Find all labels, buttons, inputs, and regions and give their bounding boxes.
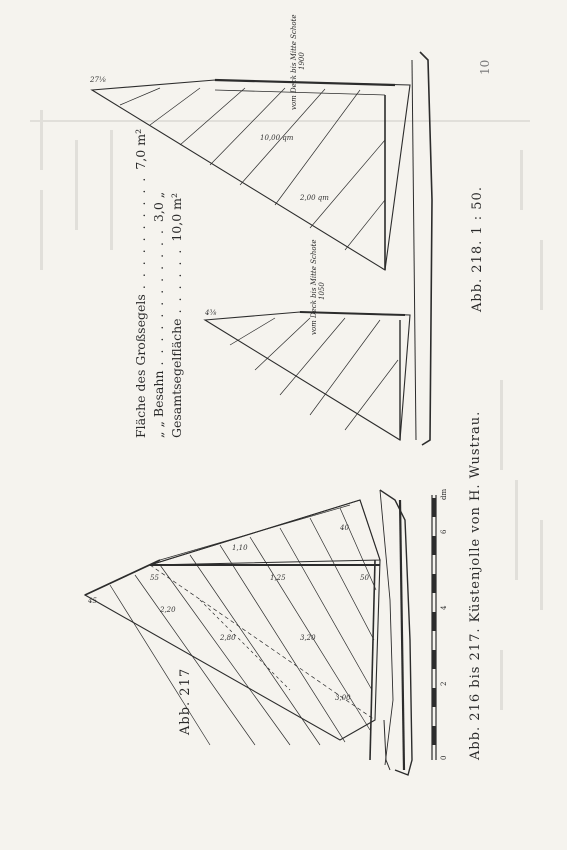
svg-text:3,00: 3,00	[335, 694, 351, 702]
scale-label: 2	[440, 681, 448, 686]
sail-area-value: 3,0 „	[151, 191, 166, 223]
sail-area-row-1: Fläche des Großsegels . . . . . . . . . . 7,0 m²	[133, 128, 148, 438]
sail-area-row-2: „ „ Besahn . . . . . . . . . . . . 3,0 „	[151, 191, 166, 438]
figure-label-217: Abb. 217	[178, 667, 193, 735]
svg-text:40: 40	[340, 524, 349, 532]
drawing-note: 1050	[318, 282, 326, 300]
figure-caption-216-217: Abb. 216 bis 217. Küstenjolle von H. Wustrau.	[468, 410, 483, 760]
scale-label: 6	[440, 529, 448, 534]
svg-text:50: 50	[360, 574, 369, 582]
svg-text:2,00 qm: 2,00 qm	[300, 194, 329, 202]
svg-text:1,25: 1,25	[270, 574, 286, 582]
svg-text:3,20: 3,20	[300, 634, 316, 642]
svg-text:55: 55	[150, 574, 159, 582]
sail-area-name: Gesamtsegelfläche	[169, 318, 184, 438]
scale-unit: dm	[440, 488, 448, 500]
svg-text:2,20: 2,20	[160, 606, 176, 614]
scale-label: 4	[440, 605, 448, 610]
svg-text:4⅜: 4⅜	[205, 309, 217, 317]
figure-caption-218: Abb. 218. 1 : 50.	[470, 186, 485, 312]
svg-text:1,10: 1,10	[232, 544, 248, 552]
drawing-note: vom Deck bis Mitte Schote	[290, 14, 298, 110]
drawing-note: vom Deck bis Mitte Schote	[310, 239, 318, 335]
sail-area-name: „ „ Besahn	[151, 370, 166, 438]
svg-text:10,00 qm: 10,00 qm	[260, 134, 294, 142]
svg-text:27⅛: 27⅛	[90, 76, 106, 84]
svg-text:45: 45	[88, 597, 97, 605]
drawing-note: 1900	[298, 52, 306, 70]
page-number: 10	[478, 59, 492, 75]
scale-label: 0	[440, 755, 448, 760]
sail-area-value: 7,0 m²	[133, 128, 148, 170]
sail-area-row-3: Gesamtsegelfläche . . . . . . 10,0 m²	[169, 192, 184, 438]
svg-text:2,80: 2,80	[220, 634, 236, 642]
sail-area-name: Fläche des Großsegels	[133, 294, 148, 438]
sail-area-value: 10,0 m²	[169, 192, 184, 242]
